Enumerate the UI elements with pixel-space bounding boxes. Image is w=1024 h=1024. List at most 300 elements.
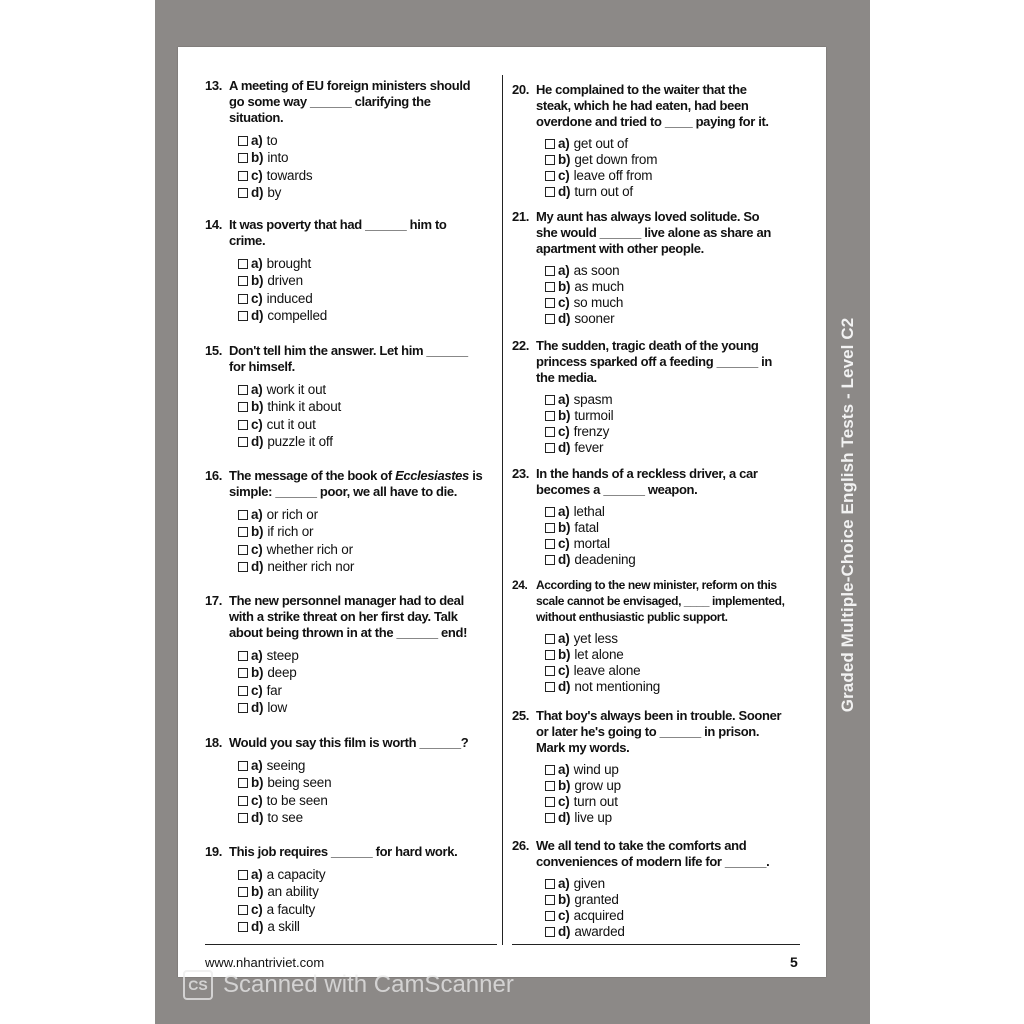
stem-line	[229, 78, 505, 94]
option-text: a capacity	[266, 867, 326, 882]
stem-text: Would you say this film is worth ______?	[229, 735, 469, 750]
option-letter: b)	[251, 775, 264, 791]
options-list	[205, 506, 505, 576]
answer-option[interactable]	[545, 876, 812, 892]
option-text: think it about	[267, 399, 342, 415]
stem-line	[229, 343, 505, 359]
checkbox-icon[interactable]	[238, 562, 248, 572]
answer-option[interactable]	[545, 631, 812, 647]
option-letter: b)	[558, 152, 571, 167]
checkbox-icon[interactable]	[545, 282, 555, 292]
option-text: to	[266, 133, 278, 148]
answer-option[interactable]	[238, 398, 505, 415]
question-number: 25.	[512, 708, 530, 723]
stem-line	[536, 354, 812, 370]
stem-line	[536, 593, 812, 609]
checkbox-icon[interactable]	[545, 266, 555, 276]
answer-option[interactable]	[545, 663, 812, 679]
stem-text: with a strike threat on her first day. Talk	[229, 609, 458, 624]
option-letter: a)	[251, 133, 263, 148]
checkbox-icon[interactable]	[238, 887, 248, 897]
answer-option[interactable]	[545, 311, 812, 327]
question	[205, 468, 505, 576]
option-text: granted	[574, 892, 619, 907]
option-letter: c)	[251, 541, 263, 557]
option-text: compelled	[267, 308, 328, 324]
answer-option[interactable]	[545, 762, 812, 778]
footer-rule-right	[512, 944, 800, 945]
option-letter: c)	[251, 792, 263, 808]
question	[512, 466, 812, 568]
question-stem	[512, 338, 812, 386]
answer-option[interactable]	[545, 392, 812, 408]
stem-text: The new personnel manager had to deal	[229, 593, 464, 608]
checkbox-icon[interactable]	[545, 797, 555, 807]
option-text: awarded	[574, 924, 625, 939]
checkbox-icon[interactable]	[545, 666, 555, 676]
option-letter: b)	[251, 884, 264, 900]
answer-option[interactable]	[238, 416, 505, 433]
option-text: fever	[574, 440, 604, 455]
question-stem	[512, 577, 812, 625]
option-letter: a)	[558, 876, 570, 891]
option-text: neither rich nor	[267, 559, 355, 575]
question	[512, 708, 812, 826]
option-text: grow up	[574, 778, 621, 793]
checkbox-icon[interactable]	[238, 905, 248, 915]
answer-option[interactable]	[545, 184, 812, 200]
option-text: as soon	[573, 263, 620, 278]
answer-option[interactable]	[545, 552, 812, 568]
answer-option[interactable]	[545, 504, 812, 520]
option-letter: a)	[558, 392, 570, 407]
stem-line	[536, 209, 812, 225]
option-letter: d)	[558, 679, 571, 694]
question-number: 13.	[205, 78, 223, 93]
answer-option[interactable]	[238, 558, 505, 575]
stem-line	[536, 577, 812, 593]
stem-text: conveniences of modern life for ______.	[536, 854, 770, 869]
answer-option[interactable]	[545, 520, 812, 536]
stem-text: apartment with other people.	[536, 241, 704, 256]
stem-line	[229, 233, 505, 249]
answer-option[interactable]	[545, 295, 812, 311]
option-text: yet less	[573, 631, 618, 646]
option-text: fatal	[574, 520, 599, 535]
page-number: 5	[790, 954, 798, 970]
checkbox-icon[interactable]	[545, 927, 555, 937]
question	[512, 838, 812, 940]
option-text: deep	[267, 665, 297, 681]
answer-option[interactable]	[545, 778, 812, 794]
option-text: turmoil	[574, 408, 614, 423]
stem-text: steak, which he had eaten, had been	[536, 98, 749, 113]
question-stem	[205, 217, 505, 249]
option-text: far	[266, 682, 282, 698]
stem-text: The message of the book of	[229, 468, 396, 483]
option-text: seeing	[266, 758, 306, 773]
option-letter: c)	[251, 290, 263, 306]
option-letter: b)	[558, 279, 571, 294]
answer-option[interactable]	[238, 149, 505, 166]
stem-line	[229, 625, 505, 641]
question-number: 18.	[205, 735, 223, 750]
option-letter: b)	[558, 892, 571, 907]
checkbox-icon[interactable]	[238, 703, 248, 713]
option-letter: a)	[558, 504, 570, 519]
stem-line	[229, 735, 505, 751]
checkbox-icon[interactable]	[238, 276, 248, 286]
question	[205, 593, 505, 717]
stem-line	[536, 838, 812, 854]
option-text: let alone	[574, 647, 624, 662]
checkbox-icon[interactable]	[238, 385, 248, 395]
question-number: 16.	[205, 468, 223, 483]
question-stem	[205, 468, 505, 500]
options-list	[512, 762, 812, 826]
stem-line	[229, 593, 505, 609]
option-text: to see	[267, 810, 303, 826]
question	[205, 735, 505, 827]
question-stem	[205, 343, 505, 375]
option-text: turn out of	[574, 184, 633, 199]
side-title: Graded Multiple-Choice English Tests - Level C2	[838, 317, 857, 713]
stem-text: the media.	[536, 370, 597, 385]
option-letter: a)	[558, 631, 570, 646]
stem-line	[229, 110, 505, 126]
option-letter: d)	[251, 559, 264, 575]
checkbox-icon[interactable]	[238, 870, 248, 880]
answer-option[interactable]	[545, 440, 812, 456]
answer-option[interactable]	[238, 132, 505, 149]
options-list	[512, 263, 812, 327]
answer-option[interactable]	[238, 809, 505, 826]
checkbox-icon[interactable]	[545, 507, 555, 517]
options-list	[205, 381, 505, 451]
answer-option[interactable]	[238, 381, 505, 398]
answer-option[interactable]	[238, 433, 505, 450]
checkbox-icon[interactable]	[238, 668, 248, 678]
question	[512, 577, 812, 695]
stem-line	[536, 241, 812, 257]
question	[512, 338, 812, 456]
option-letter: d)	[251, 700, 264, 716]
answer-option[interactable]	[545, 908, 812, 924]
checkbox-icon[interactable]	[545, 781, 555, 791]
options-list	[512, 631, 812, 695]
answer-option[interactable]	[238, 792, 505, 809]
checkbox-icon[interactable]	[238, 796, 248, 806]
answer-option[interactable]	[238, 901, 505, 918]
answer-option[interactable]	[545, 279, 812, 295]
stem-text: or later he's going to ______ in prison.	[536, 724, 760, 739]
checkbox-icon[interactable]	[545, 187, 555, 197]
stem-text: is	[468, 468, 483, 483]
answer-option[interactable]	[238, 506, 505, 523]
answer-option[interactable]	[545, 408, 812, 424]
question-stem	[512, 209, 812, 257]
answer-option[interactable]	[238, 757, 505, 774]
option-text: mortal	[573, 536, 610, 551]
stem-line	[536, 708, 812, 724]
question-number: 22.	[512, 338, 530, 353]
option-letter: a)	[558, 762, 570, 777]
stem-line	[536, 338, 812, 354]
options-list	[512, 392, 812, 456]
question-stem	[512, 708, 812, 756]
checkbox-icon[interactable]	[545, 427, 555, 437]
stem-line	[536, 98, 812, 114]
stem-text: In the hands of a reckless driver, a car	[536, 466, 758, 481]
answer-option[interactable]	[238, 647, 505, 664]
checkbox-icon[interactable]	[238, 294, 248, 304]
option-text: or rich or	[266, 507, 318, 522]
answer-option[interactable]	[545, 168, 812, 184]
stem-line	[229, 468, 505, 484]
option-text: live up	[574, 810, 612, 825]
checkbox-icon[interactable]	[545, 650, 555, 660]
answer-option[interactable]	[238, 699, 505, 716]
question-stem	[205, 593, 505, 641]
option-text: get out of	[573, 136, 628, 151]
option-text: spasm	[573, 392, 613, 407]
answer-option[interactable]	[238, 883, 505, 900]
question	[205, 844, 505, 936]
option-letter: d)	[558, 440, 571, 455]
option-text: into	[267, 150, 289, 166]
option-text: cut it out	[266, 416, 316, 432]
question-stem	[205, 844, 505, 860]
answer-option[interactable]	[238, 167, 505, 184]
checkbox-icon[interactable]	[545, 634, 555, 644]
answer-option[interactable]	[238, 255, 505, 272]
option-letter: a)	[251, 867, 263, 882]
option-text: driven	[267, 273, 303, 289]
option-text: a faculty	[266, 901, 316, 917]
option-letter: d)	[558, 810, 571, 825]
checkbox-icon[interactable]	[545, 155, 555, 165]
answer-option[interactable]	[545, 892, 812, 908]
checkbox-icon[interactable]	[545, 879, 555, 889]
option-text: deadening	[574, 552, 636, 567]
checkbox-icon[interactable]	[238, 311, 248, 321]
checkbox-icon[interactable]	[238, 813, 248, 823]
option-letter: b)	[251, 399, 264, 415]
checkbox-icon[interactable]	[238, 188, 248, 198]
option-text: leave off from	[573, 168, 653, 183]
footer-rule-left	[205, 944, 497, 945]
option-letter: d)	[558, 552, 571, 567]
stem-text: scale cannot be envisaged, ____ implemented,	[536, 594, 785, 608]
checkbox-icon[interactable]	[238, 420, 248, 430]
option-text: not mentioning	[574, 679, 661, 694]
option-letter: a)	[251, 758, 263, 773]
option-letter: a)	[558, 263, 570, 278]
column-divider	[502, 75, 503, 945]
checkbox-icon[interactable]	[545, 443, 555, 453]
answer-option[interactable]	[238, 307, 505, 324]
checkbox-icon[interactable]	[545, 411, 555, 421]
answer-option[interactable]	[545, 810, 812, 826]
camscanner-logo-icon: CS	[183, 970, 213, 1000]
option-letter: d)	[558, 184, 571, 199]
answer-option[interactable]	[545, 679, 812, 695]
answer-option[interactable]	[545, 924, 812, 940]
question-number: 17.	[205, 593, 223, 608]
stem-text: for himself.	[229, 359, 295, 374]
checkbox-icon[interactable]	[545, 682, 555, 692]
option-letter: a)	[251, 507, 263, 522]
answer-option[interactable]	[238, 682, 505, 699]
checkbox-icon[interactable]	[545, 555, 555, 565]
answer-option[interactable]	[545, 424, 812, 440]
checkbox-icon[interactable]	[545, 139, 555, 149]
option-text: lethal	[573, 504, 605, 519]
option-letter: c)	[251, 682, 263, 698]
question	[512, 209, 812, 327]
checkbox-icon[interactable]	[238, 437, 248, 447]
option-letter: b)	[558, 778, 571, 793]
checkbox-icon[interactable]	[545, 813, 555, 823]
answer-option[interactable]	[238, 774, 505, 791]
answer-option[interactable]	[238, 290, 505, 307]
answer-option[interactable]	[238, 866, 505, 883]
answer-option[interactable]	[545, 536, 812, 552]
option-text: low	[267, 700, 288, 716]
option-text: being seen	[267, 775, 332, 791]
stem-text: princess sparked off a feeding ______ in	[536, 354, 772, 369]
stem-line	[536, 740, 812, 756]
option-letter: b)	[251, 665, 264, 681]
checkbox-icon[interactable]	[545, 298, 555, 308]
checkbox-icon[interactable]	[238, 259, 248, 269]
stem-text: situation.	[229, 110, 284, 125]
checkbox-icon[interactable]	[238, 778, 248, 788]
option-letter: a)	[558, 136, 570, 151]
stem-text: go some way ______ clarifying the	[229, 94, 431, 109]
checkbox-icon[interactable]	[238, 686, 248, 696]
checkbox-icon[interactable]	[238, 545, 248, 555]
checkbox-icon[interactable]	[545, 539, 555, 549]
question-number: 19.	[205, 844, 223, 859]
stem-text: Ecclesiastes	[395, 468, 469, 483]
stem-text: My aunt has always loved solitude. So	[536, 209, 760, 224]
question-number: 23.	[512, 466, 530, 481]
answer-option[interactable]	[238, 523, 505, 540]
stem-line	[536, 482, 812, 498]
option-text: brought	[266, 256, 311, 271]
answer-option[interactable]	[238, 184, 505, 201]
stem-line	[536, 82, 812, 98]
option-text: wind up	[573, 762, 619, 777]
answer-option[interactable]	[238, 664, 505, 681]
stem-text: she would ______ live alone as share an	[536, 225, 771, 240]
answer-option[interactable]	[238, 918, 505, 935]
stem-line	[536, 370, 812, 386]
options-list	[205, 866, 505, 936]
checkbox-icon[interactable]	[238, 171, 248, 181]
option-text: an ability	[267, 884, 319, 900]
option-text: to be seen	[266, 792, 328, 808]
option-letter: c)	[558, 663, 570, 678]
stem-line	[229, 609, 505, 625]
option-letter: d)	[558, 924, 571, 939]
options-list	[205, 255, 505, 325]
stem-line	[536, 114, 812, 130]
stem-text: It was poverty that had ______ him to	[229, 217, 447, 232]
answer-option[interactable]	[238, 272, 505, 289]
stem-text: We all tend to take the comforts and	[536, 838, 747, 853]
option-letter: b)	[251, 524, 264, 540]
option-text: a skill	[267, 919, 300, 935]
checkbox-icon[interactable]	[238, 651, 248, 661]
answer-option[interactable]	[545, 152, 812, 168]
question-stem	[512, 82, 812, 130]
stem-text: A meeting of EU foreign ministers should	[229, 78, 471, 93]
answer-option[interactable]	[545, 794, 812, 810]
option-letter: c)	[558, 168, 570, 183]
option-text: whether rich or	[266, 541, 353, 557]
option-letter: c)	[558, 295, 570, 310]
checkbox-icon[interactable]	[238, 761, 248, 771]
stem-text: about being thrown in at the ______ end!	[229, 625, 468, 640]
watermark-text: Scanned with CamScanner	[223, 971, 514, 998]
stem-text: According to the new minister, reform on this	[536, 578, 777, 592]
checkbox-icon[interactable]	[238, 402, 248, 412]
stem-text: He complained to the waiter that the	[536, 82, 747, 97]
answer-option[interactable]	[545, 136, 812, 152]
question-number: 20.	[512, 82, 530, 97]
checkbox-icon[interactable]	[545, 911, 555, 921]
option-text: towards	[266, 167, 313, 183]
option-text: get down from	[574, 152, 658, 167]
checkbox-icon[interactable]	[545, 523, 555, 533]
checkbox-icon[interactable]	[545, 895, 555, 905]
stem-line	[536, 225, 812, 241]
option-text: as much	[574, 279, 624, 294]
option-letter: b)	[558, 647, 571, 662]
option-letter: c)	[251, 416, 263, 432]
option-letter: b)	[251, 150, 264, 166]
answer-option[interactable]	[545, 647, 812, 663]
question-stem	[205, 78, 505, 126]
option-text: turn out	[573, 794, 618, 809]
stem-text: becomes a ______ weapon.	[536, 482, 698, 497]
option-text: sooner	[574, 311, 615, 326]
checkbox-icon[interactable]	[238, 136, 248, 146]
checkbox-icon[interactable]	[238, 153, 248, 163]
options-list	[512, 136, 812, 200]
checkbox-icon[interactable]	[238, 922, 248, 932]
checkbox-icon[interactable]	[238, 527, 248, 537]
question-number: 14.	[205, 217, 223, 232]
option-letter: d)	[251, 919, 264, 935]
answer-option[interactable]	[545, 263, 812, 279]
answer-option[interactable]	[238, 541, 505, 558]
option-letter: d)	[251, 308, 264, 324]
question-stem	[205, 735, 505, 751]
option-text: steep	[266, 648, 299, 663]
stem-text: overdone and tried to ____ paying for it.	[536, 114, 769, 129]
checkbox-icon[interactable]	[238, 510, 248, 520]
checkbox-icon[interactable]	[545, 171, 555, 181]
checkbox-icon[interactable]	[545, 765, 555, 775]
checkbox-icon[interactable]	[545, 314, 555, 324]
option-letter: d)	[558, 311, 571, 326]
checkbox-icon[interactable]	[545, 395, 555, 405]
option-letter: d)	[251, 434, 264, 450]
question-number: 26.	[512, 838, 530, 853]
